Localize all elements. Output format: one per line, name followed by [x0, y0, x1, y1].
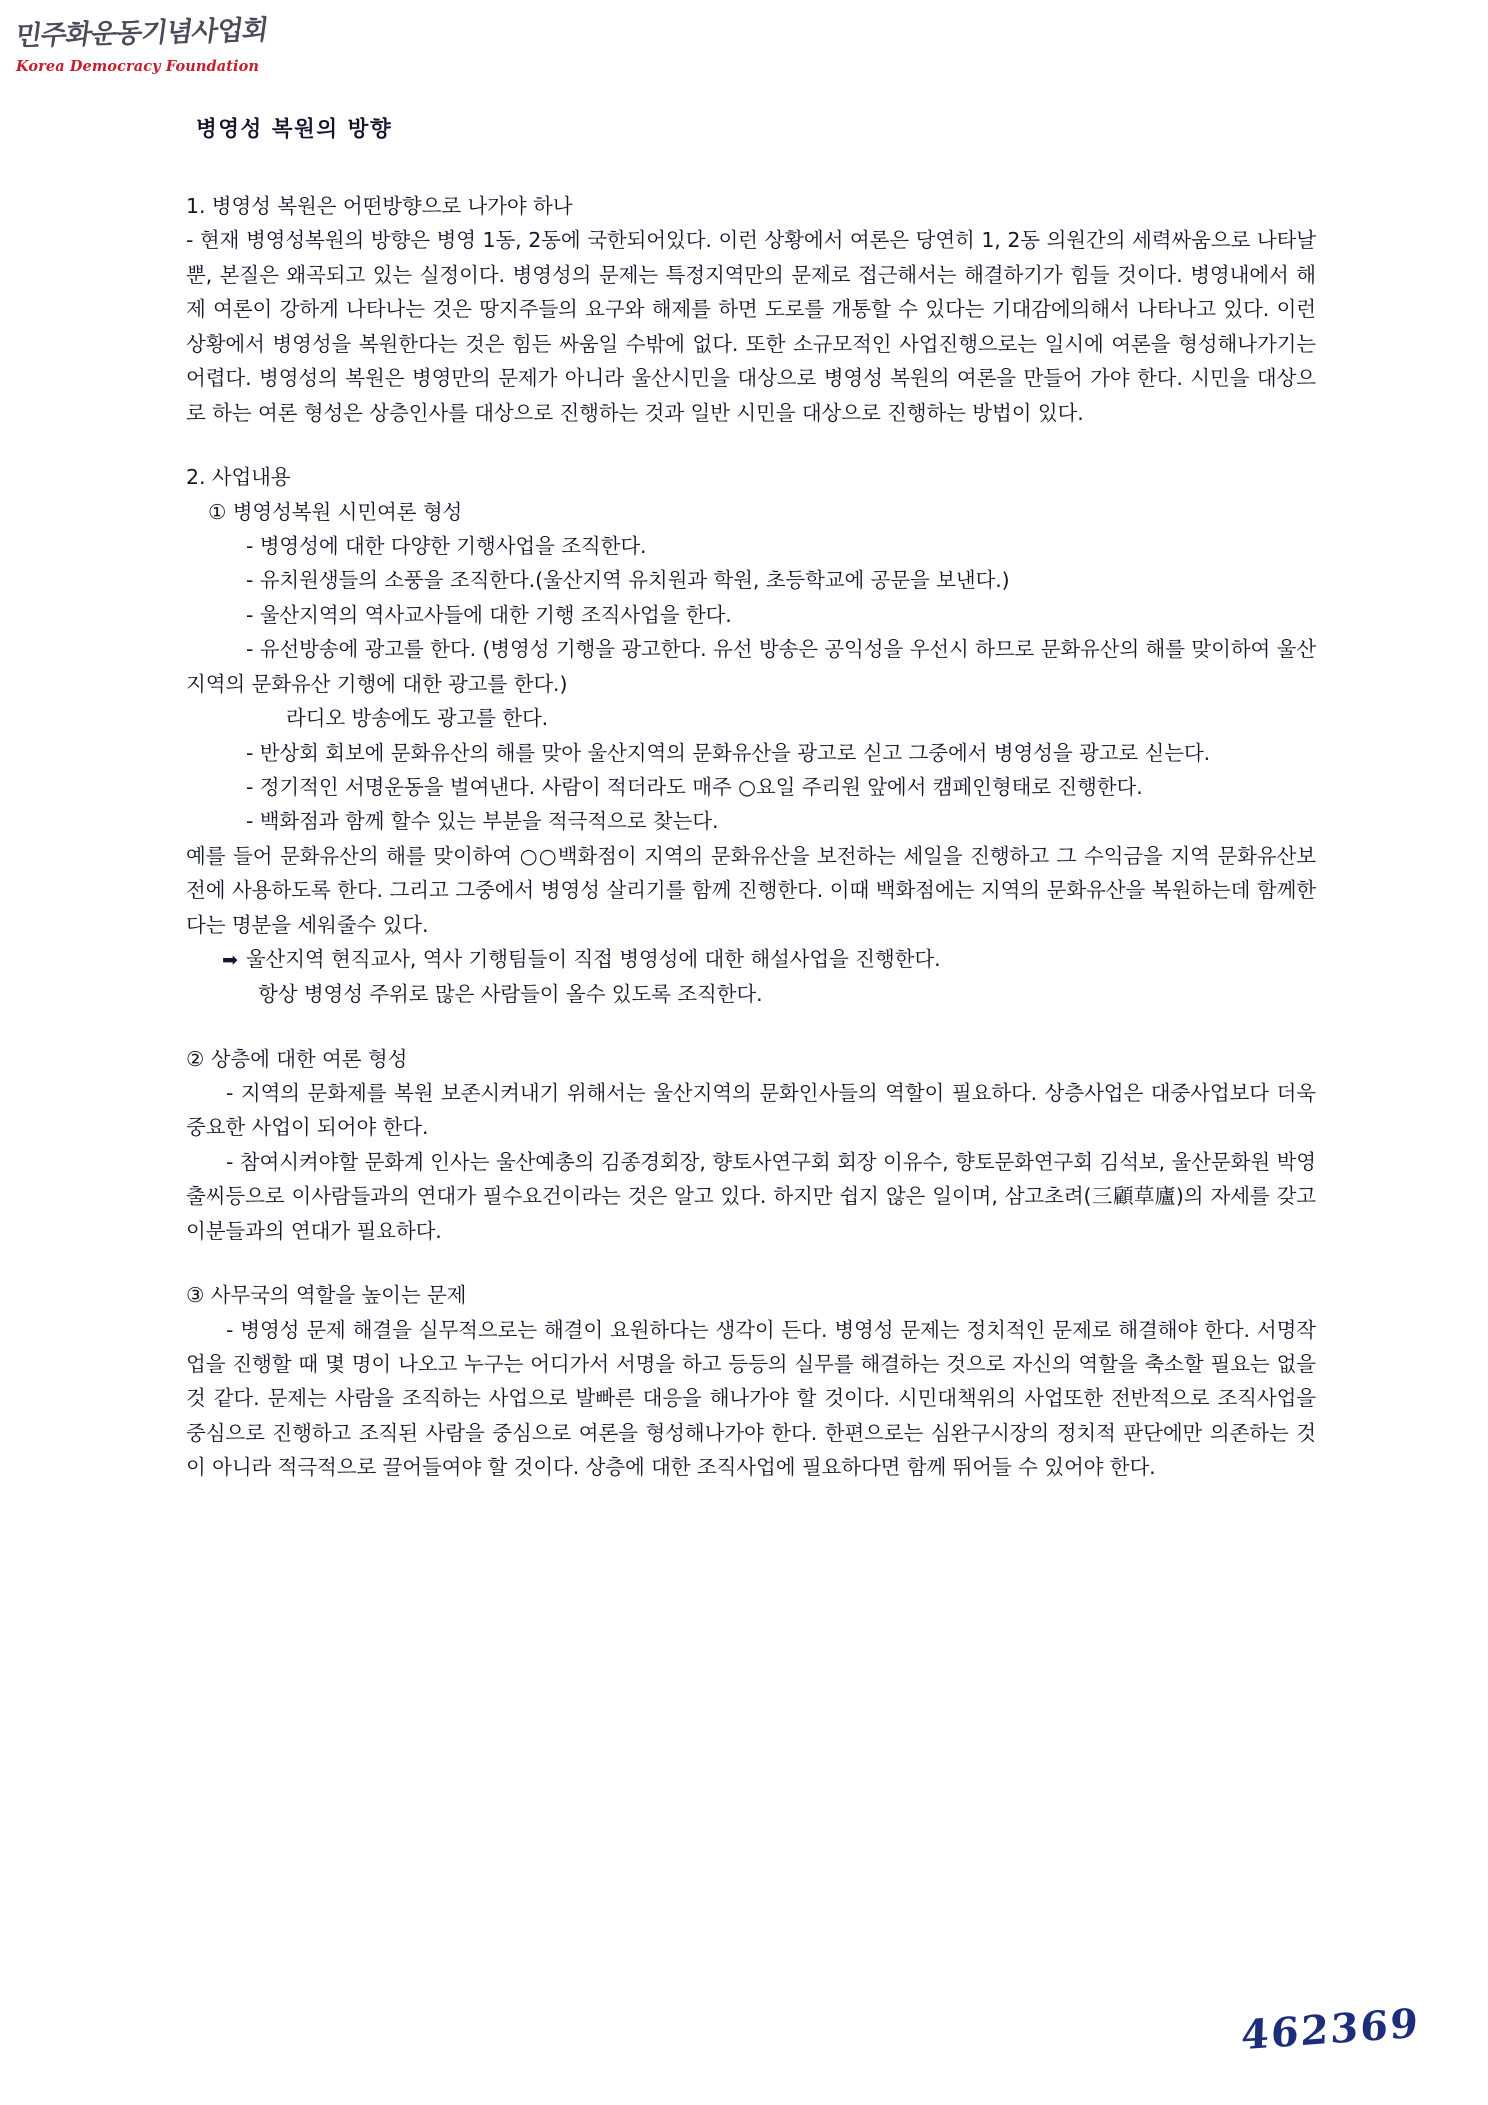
- sub1-item-3: - 울산지역의 역사교사들에 대한 기행 조직사업을 한다.: [246, 602, 732, 627]
- watermark-korean-text: 민주화운동기념사업회: [13, 14, 270, 52]
- sub2-item-2: - 참여시켜야할 문화계 인사는 울산예총의 김종경회장, 향토사연구회 회장 이유수, 향토문화연구회 김석보, 울산문화원 박영출씨등으로 이사람들과의 연대가 필수요건이라는 것은 알고 있다. 하지만 쉽지 않은 일이며, 삼고초려(三顧草廬)의 자세를 갖고 이분들과의 연대가 필요하다.: [186, 1149, 1316, 1243]
- sub1-item-6: - 정기적인 서명운동을 벌여낸다. 사람이 적더라도 매주 ○요일 주리원 앞에서 캠페인형태로 진행한다.: [246, 775, 1143, 799]
- section-2-sub2: [186, 1042, 1316, 1249]
- sub1-item-1: - 병영성에 대한 다양한 기행사업을 조직한다.: [246, 533, 647, 558]
- sub1-item-4b: 라디오 방송에도 광고를 한다.: [286, 706, 549, 731]
- section-2-sub3-heading: ③ 사무국의 역할을 높이는 문제: [186, 1283, 467, 1308]
- section-2-heading: 2. 사업내용: [186, 465, 291, 490]
- sub1-item-4: - 유선방송에 광고를 한다. (병영성 기행을 광고한다. 유선 방송은 공익성을 우선시 하므로 문화유산의 해를 맞이하여 울산 지역의 문화유산 기행에 대한 광고를 한다.): [186, 637, 1317, 696]
- document-body: [186, 112, 1316, 1485]
- page-title: 병영성 복원의 방향: [196, 117, 393, 142]
- watermark-english-text: Korea Democracy Foundation: [16, 58, 260, 75]
- sub1-item-2: - 유치원생들의 소풍을 조직한다.(울산지역 유치원과 학원, 초등학교에 공문을 보낸다.): [246, 568, 1010, 593]
- sub1-item-5: - 반상회 회보에 문화유산의 해를 맞아 울산지역의 문화유산을 광고로 싣고 그중에서 병영성을 광고로 싣는다.: [246, 740, 1211, 765]
- section-2-sub2-heading: ② 상층에 대한 여론 형성: [186, 1046, 408, 1071]
- sub1-arrow-item: [186, 942, 1316, 977]
- organization-watermark: [13, 14, 316, 75]
- sub1-item-7-body: 예를 들어 문화유산의 해를 맞이하여 ○○백화점이 지역의 문화유산을 보전하는 세일을 진행하고 그 수익금을 지역 문화유산보전에 사용하도록 한다. 그리고 그중에서 병영성 살리기를 함께 진행한다. 이때 백화점에는 지역의 문화유산을 복원하는데 함께한다는 명분을 세워줄수 있다.: [186, 843, 1316, 937]
- section-2: [186, 460, 1316, 1011]
- sub2-item-1: - 지역의 문화제를 복원 보존시켜내기 위해서는 울산지역의 문화인사들의 역할이 필요하다. 상층사업은 대중사업보다 더욱 중요한 사업이 되어야 한다.: [186, 1080, 1316, 1140]
- sub3-item-1: - 병영성 문제 해결을 실무적으로는 해결이 요원하다는 생각이 든다. 병영성 문제는 정치적인 문제로 해결해야 한다. 서명작업을 진행할 때 몇 명이 나오고 누구는 어디가서 서명을 하고 등등의 실무를 해결하는 것으로 자신의 역할을 축소할 필요는 없을 것 같다. 문제는 사람을 조직하는 사업으로 발빠른 대응을 해나가야 할 것이다. 시민대책위의 사업또한 전반적으로 조직사업을 중심으로 진행하고 조직된 사람을 중심으로 여론을 형성해나가야 한다. 한편으로는 심완구시장의 정치적 판단에만 의존하는 것이 아니라 적극적으로 끌어들여야 할 것이다. 상층에 대한 조직사업에 필요하다면 함께 뛰어들 수 있어야 한다.: [186, 1317, 1316, 1480]
- section-1-body: - 현재 병영성복원의 방향은 병영 1동, 2동에 국한되어있다. 이런 상황에서 여론은 당연히 1, 2동 의원간의 세력싸움으로 나타날뿐, 본질은 왜곡되고 있는 실정이다. 병영성의 문제는 특정지역만의 문제로 접근해서는 해결하기가 힘들 것이다. 병영내에서 해제 여론이 강하게 나타나는 것은 땅지주들의 요구와 해제를 하면 도로를 개통할 수 있다는 기대감에의해서 나타나고 있다. 이런 상황에서 병영성을 복원한다는 것은 힘든 싸움일 수밖에 없다. 또한 소규모적인 사업진행으로는 일시에 여론을 형성해나가기는 어렵다. 병영성의 복원은 병영만의 문제가 아니라 울산시민을 대상으로 병영성 복원의 여론을 만들어 가야 한다. 시민을 대상으로 하는 여론 형성은 상층인사를 대상으로 진행하는 것과 일반 시민을 대상으로 진행하는 방법이 있다.: [186, 228, 1316, 425]
- sub1-arrow-item-sub: 항상 병영성 주위로 많은 사람들이 올수 있도록 조직한다.: [258, 982, 763, 1007]
- section-2-sub1-heading: ① 병영성복원 시민여론 형성: [208, 499, 463, 524]
- section-1-heading: 1. 병영성 복원은 어떤방향으로 나가야 하나: [186, 194, 573, 218]
- section-1: [186, 189, 1316, 430]
- sub1-arrow-item-label: 울산지역 현직교사, 역사 기행팀들이 직접 병영성에 대한 해설사업을 진행한다.: [245, 947, 941, 972]
- section-2-sub3: [186, 1278, 1316, 1485]
- arrow-right-icon: ➡: [222, 949, 238, 972]
- sub1-item-7: - 백화점과 함께 할수 있는 부분을 적극적으로 찾는다.: [246, 809, 719, 834]
- archive-stamp-number: 462369: [1240, 1999, 1421, 2060]
